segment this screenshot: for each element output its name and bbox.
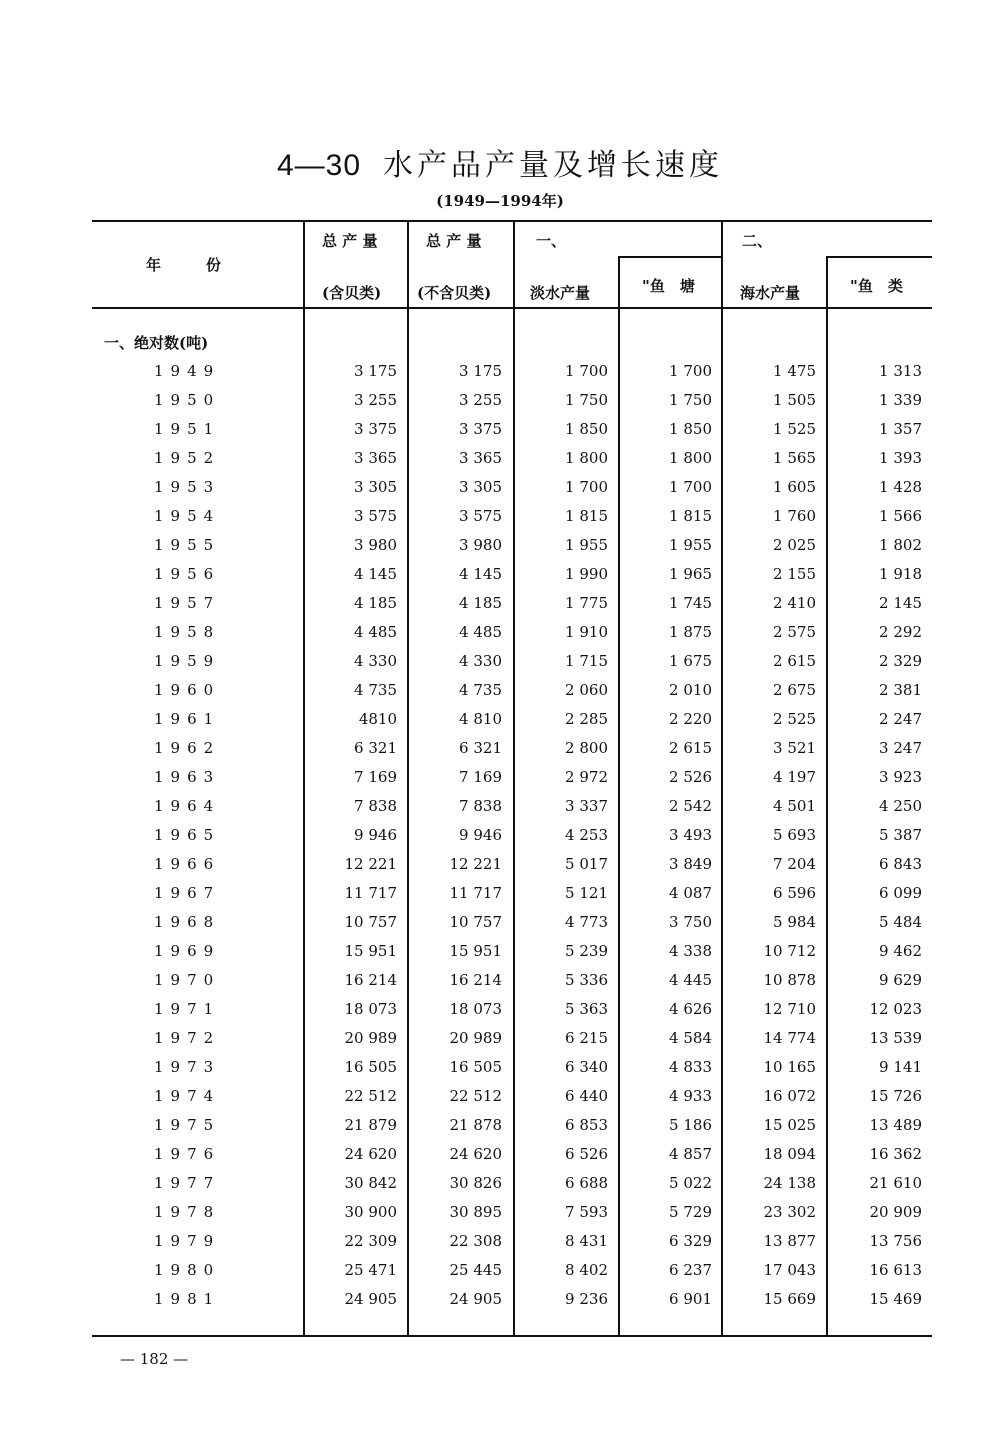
value-cell: 1 313	[879, 362, 922, 380]
value-cell: 1 875	[669, 623, 712, 641]
section-label: 一、绝对数(吨)	[104, 334, 209, 352]
table-row	[92, 938, 932, 967]
value-cell: 24 620	[449, 1145, 502, 1163]
value-cell: 25 471	[344, 1261, 397, 1279]
value-cell: 16 613	[869, 1261, 922, 1279]
value-cell: 1 339	[879, 391, 922, 409]
value-cell: 7 204	[773, 855, 816, 873]
header-year: 年 份	[146, 256, 222, 274]
value-cell: 4 185	[354, 594, 397, 612]
value-cell: 6 215	[565, 1029, 608, 1047]
year-cell: 1959	[154, 652, 221, 670]
value-cell: 5 336	[565, 971, 608, 989]
table-row	[92, 996, 932, 1025]
value-cell: 2 285	[565, 710, 608, 728]
value-cell: 9 141	[879, 1058, 922, 1076]
value-cell: 1 955	[565, 536, 608, 554]
table-row	[92, 416, 932, 445]
value-cell: 9 946	[354, 826, 397, 844]
value-cell: 4 833	[669, 1058, 712, 1076]
value-cell: 9 236	[565, 1290, 608, 1308]
value-cell: 2 025	[773, 536, 816, 554]
table-row	[92, 967, 932, 996]
year-cell: 1953	[154, 478, 221, 496]
value-cell: 1 565	[773, 449, 816, 467]
table-row	[92, 561, 932, 590]
header-marine: 海水产量	[740, 284, 801, 302]
value-cell: 1 918	[879, 565, 922, 583]
table-row	[92, 1170, 932, 1199]
value-cell: 18 073	[449, 1000, 502, 1018]
year-cell: 1966	[154, 855, 221, 873]
year-cell: 1974	[154, 1087, 221, 1105]
value-cell: 1 775	[565, 594, 608, 612]
table-row	[92, 1083, 932, 1112]
value-cell: 13 756	[869, 1232, 922, 1250]
year-cell: 1962	[154, 739, 221, 757]
value-cell: 1 850	[565, 420, 608, 438]
value-cell: 4 087	[669, 884, 712, 902]
value-cell: 12 710	[763, 1000, 816, 1018]
value-cell: 3 365	[354, 449, 397, 467]
value-cell: 1 700	[565, 362, 608, 380]
value-cell: 4810	[358, 710, 397, 728]
year-cell: 1952	[154, 449, 221, 467]
value-cell: 4 445	[669, 971, 712, 989]
value-cell: 20 909	[869, 1203, 922, 1221]
value-cell: 6 237	[669, 1261, 712, 1279]
table-row	[92, 1228, 932, 1257]
table-row	[92, 445, 932, 474]
value-cell: 5 484	[879, 913, 922, 931]
value-cell: 1 428	[879, 478, 922, 496]
value-cell: 7 593	[565, 1203, 608, 1221]
value-cell: 22 512	[344, 1087, 397, 1105]
value-cell: 16 214	[344, 971, 397, 989]
value-cell: 3 493	[669, 826, 712, 844]
value-cell: 2 220	[669, 710, 712, 728]
value-cell: 2 145	[879, 594, 922, 612]
value-cell: 1 675	[669, 652, 712, 670]
value-cell: 25 445	[449, 1261, 502, 1279]
year-cell: 1975	[154, 1116, 221, 1134]
value-cell: 7 838	[354, 797, 397, 815]
year-cell: 1951	[154, 420, 221, 438]
value-cell: 1 700	[669, 362, 712, 380]
header-total-incl-note: (含贝类)	[322, 284, 382, 302]
value-cell: 5 121	[565, 884, 608, 902]
value-cell: 15 469	[869, 1290, 922, 1308]
subheader-rule	[618, 256, 721, 258]
table-number: 4—30	[276, 149, 362, 182]
value-cell: 1 955	[669, 536, 712, 554]
value-cell: 21 879	[344, 1116, 397, 1134]
value-cell: 4 250	[879, 797, 922, 815]
value-cell: 5 984	[773, 913, 816, 931]
value-cell: 1 475	[773, 362, 816, 380]
value-cell: 7 169	[459, 768, 502, 786]
value-cell: 14 774	[763, 1029, 816, 1047]
value-cell: 3 575	[354, 507, 397, 525]
value-cell: 4 185	[459, 594, 502, 612]
value-cell: 1 965	[669, 565, 712, 583]
header-group-freshwater: 一、	[536, 232, 567, 250]
value-cell: 21 610	[869, 1174, 922, 1192]
value-cell: 2 410	[773, 594, 816, 612]
value-cell: 5 363	[565, 1000, 608, 1018]
value-cell: 10 165	[763, 1058, 816, 1076]
value-cell: 3 980	[459, 536, 502, 554]
value-cell: 15 726	[869, 1087, 922, 1105]
value-cell: 1 910	[565, 623, 608, 641]
table-row	[92, 909, 932, 938]
value-cell: 12 221	[344, 855, 397, 873]
table-row	[92, 590, 932, 619]
value-cell: 12 221	[449, 855, 502, 873]
value-cell: 2 329	[879, 652, 922, 670]
value-cell: 6 526	[565, 1145, 608, 1163]
value-cell: 8 431	[565, 1232, 608, 1250]
value-cell: 2 615	[669, 739, 712, 757]
value-cell: 4 810	[459, 710, 502, 728]
value-cell: 23 302	[763, 1203, 816, 1221]
year-cell: 1967	[154, 884, 221, 902]
year-cell: 1965	[154, 826, 221, 844]
value-cell: 5 239	[565, 942, 608, 960]
value-cell: 11 717	[344, 884, 397, 902]
value-cell: 22 309	[344, 1232, 397, 1250]
value-cell: 2 526	[669, 768, 712, 786]
value-cell: 3 255	[354, 391, 397, 409]
table-bottom-rule	[92, 1335, 932, 1337]
table-row	[92, 822, 932, 851]
value-cell: 4 197	[773, 768, 816, 786]
year-cell: 1968	[154, 913, 221, 931]
year-cell: 1979	[154, 1232, 221, 1250]
value-cell: 3 305	[354, 478, 397, 496]
value-cell: 6 321	[354, 739, 397, 757]
value-cell: 24 905	[344, 1290, 397, 1308]
value-cell: 3 849	[669, 855, 712, 873]
header-freshwater: 淡水产量	[530, 284, 591, 302]
value-cell: 12 023	[869, 1000, 922, 1018]
value-cell: 2 675	[773, 681, 816, 699]
table-row	[92, 503, 932, 532]
value-cell: 4 485	[459, 623, 502, 641]
year-cell: 1955	[154, 536, 221, 554]
value-cell: 2 155	[773, 565, 816, 583]
year-cell: 1977	[154, 1174, 221, 1192]
value-cell: 22 512	[449, 1087, 502, 1105]
value-cell: 30 895	[449, 1203, 502, 1221]
value-cell: 20 989	[344, 1029, 397, 1047]
value-cell: 16 214	[449, 971, 502, 989]
value-cell: 21 878	[449, 1116, 502, 1134]
value-cell: 1 802	[879, 536, 922, 554]
table-row	[92, 793, 932, 822]
value-cell: 10 712	[763, 942, 816, 960]
value-cell: 3 365	[459, 449, 502, 467]
value-cell: 16 072	[763, 1087, 816, 1105]
value-cell: 4 626	[669, 1000, 712, 1018]
table-row	[92, 1054, 932, 1083]
year-cell: 1963	[154, 768, 221, 786]
table-row	[92, 1199, 932, 1228]
value-cell: 18 094	[763, 1145, 816, 1163]
table-row	[92, 1141, 932, 1170]
value-cell: 2 542	[669, 797, 712, 815]
year-cell: 1973	[154, 1058, 221, 1076]
value-cell: 8 402	[565, 1261, 608, 1279]
value-cell: 2 292	[879, 623, 922, 641]
value-cell: 4 735	[459, 681, 502, 699]
value-cell: 6 440	[565, 1087, 608, 1105]
value-cell: 17 043	[763, 1261, 816, 1279]
value-cell: 1 750	[565, 391, 608, 409]
header-fish: "鱼 类	[850, 277, 903, 295]
value-cell: 24 138	[763, 1174, 816, 1192]
year-cell: 1957	[154, 594, 221, 612]
table-row	[92, 677, 932, 706]
value-cell: 3 375	[459, 420, 502, 438]
table-row	[92, 1257, 932, 1286]
year-cell: 1950	[154, 391, 221, 409]
value-cell: 15 025	[763, 1116, 816, 1134]
year-cell: 1964	[154, 797, 221, 815]
value-cell: 16 505	[344, 1058, 397, 1076]
value-cell: 2 525	[773, 710, 816, 728]
year-cell: 1978	[154, 1203, 221, 1221]
value-cell: 1 505	[773, 391, 816, 409]
value-cell: 1 800	[669, 449, 712, 467]
value-cell: 2 575	[773, 623, 816, 641]
table-row	[92, 735, 932, 764]
year-cell: 1949	[154, 362, 221, 380]
year-cell: 1980	[154, 1261, 221, 1279]
value-cell: 3 923	[879, 768, 922, 786]
value-cell: 16 362	[869, 1145, 922, 1163]
value-cell: 2 010	[669, 681, 712, 699]
value-cell: 3 175	[459, 362, 502, 380]
value-cell: 16 505	[449, 1058, 502, 1076]
value-cell: 4 501	[773, 797, 816, 815]
value-cell: 3 175	[354, 362, 397, 380]
value-cell: 6 099	[879, 884, 922, 902]
value-cell: 18 073	[344, 1000, 397, 1018]
value-cell: 6 853	[565, 1116, 608, 1134]
header-total-excl: 总 产 量	[426, 232, 482, 250]
value-cell: 1 850	[669, 420, 712, 438]
value-cell: 6 596	[773, 884, 816, 902]
value-cell: 6 321	[459, 739, 502, 757]
table-row	[92, 358, 932, 387]
table-title-text: 水产品产量及增长速度	[383, 148, 724, 183]
value-cell: 7 838	[459, 797, 502, 815]
value-cell: 2 972	[565, 768, 608, 786]
header-total-excl-note: (不含贝类)	[417, 284, 492, 302]
value-cell: 1 745	[669, 594, 712, 612]
value-cell: 2 247	[879, 710, 922, 728]
value-cell: 4 584	[669, 1029, 712, 1047]
value-cell: 6 340	[565, 1058, 608, 1076]
table-row	[92, 764, 932, 793]
year-cell: 1970	[154, 971, 221, 989]
table-row	[92, 1025, 932, 1054]
table-body	[92, 358, 932, 1315]
value-cell: 2 615	[773, 652, 816, 670]
page-title	[0, 140, 1000, 184]
value-cell: 4 773	[565, 913, 608, 931]
table-row	[92, 619, 932, 648]
value-cell: 1 815	[669, 507, 712, 525]
value-cell: 5 387	[879, 826, 922, 844]
year-cell: 1960	[154, 681, 221, 699]
header-group-marine: 二、	[742, 232, 773, 250]
value-cell: 1 566	[879, 507, 922, 525]
header-total-incl: 总 产 量	[322, 232, 378, 250]
value-cell: 4 253	[565, 826, 608, 844]
table-row	[92, 387, 932, 416]
value-cell: 1 357	[879, 420, 922, 438]
value-cell: 13 489	[869, 1116, 922, 1134]
value-cell: 3 247	[879, 739, 922, 757]
value-cell: 1 605	[773, 478, 816, 496]
value-cell: 30 826	[449, 1174, 502, 1192]
value-cell: 3 305	[459, 478, 502, 496]
value-cell: 6 843	[879, 855, 922, 873]
year-cell: 1956	[154, 565, 221, 583]
value-cell: 3 521	[773, 739, 816, 757]
value-cell: 30 900	[344, 1203, 397, 1221]
value-cell: 4 338	[669, 942, 712, 960]
value-cell: 5 017	[565, 855, 608, 873]
value-cell: 9 946	[459, 826, 502, 844]
table-row	[92, 706, 932, 735]
year-cell: 1958	[154, 623, 221, 641]
value-cell: 13 539	[869, 1029, 922, 1047]
value-cell: 15 951	[344, 942, 397, 960]
value-cell: 15 669	[763, 1290, 816, 1308]
value-cell: 30 842	[344, 1174, 397, 1192]
value-cell: 4 857	[669, 1145, 712, 1163]
value-cell: 4 145	[459, 565, 502, 583]
value-cell: 1 700	[669, 478, 712, 496]
table-row	[92, 851, 932, 880]
value-cell: 3 255	[459, 391, 502, 409]
value-cell: 1 760	[773, 507, 816, 525]
value-cell: 1 990	[565, 565, 608, 583]
value-cell: 3 337	[565, 797, 608, 815]
value-cell: 4 485	[354, 623, 397, 641]
value-cell: 15 951	[449, 942, 502, 960]
value-cell: 9 462	[879, 942, 922, 960]
value-cell: 1 525	[773, 420, 816, 438]
value-cell: 1 700	[565, 478, 608, 496]
table-row	[92, 474, 932, 503]
value-cell: 4 330	[459, 652, 502, 670]
table-top-rule	[92, 220, 932, 222]
value-cell: 6 901	[669, 1290, 712, 1308]
value-cell: 1 750	[669, 391, 712, 409]
value-cell: 1 715	[565, 652, 608, 670]
value-cell: 3 980	[354, 536, 397, 554]
value-cell: 3 375	[354, 420, 397, 438]
value-cell: 24 620	[344, 1145, 397, 1163]
value-cell: 5 729	[669, 1203, 712, 1221]
value-cell: 11 717	[449, 884, 502, 902]
header-fish-pond: "鱼 塘	[642, 277, 695, 295]
value-cell: 4 735	[354, 681, 397, 699]
value-cell: 20 989	[449, 1029, 502, 1047]
year-cell: 1981	[154, 1290, 221, 1308]
value-cell: 5 693	[773, 826, 816, 844]
year-range-subtitle: (1949—1994年)	[436, 192, 564, 210]
table-row	[92, 1112, 932, 1141]
value-cell: 10 757	[449, 913, 502, 931]
value-cell: 4 145	[354, 565, 397, 583]
value-cell: 10 757	[344, 913, 397, 931]
value-cell: 5 186	[669, 1116, 712, 1134]
value-cell: 1 393	[879, 449, 922, 467]
value-cell: 2 060	[565, 681, 608, 699]
value-cell: 13 877	[763, 1232, 816, 1250]
value-cell: 10 878	[763, 971, 816, 989]
table-row	[92, 648, 932, 677]
year-cell: 1976	[154, 1145, 221, 1163]
value-cell: 1 800	[565, 449, 608, 467]
value-cell: 1 815	[565, 507, 608, 525]
value-cell: 4 330	[354, 652, 397, 670]
value-cell: 24 905	[449, 1290, 502, 1308]
value-cell: 5 022	[669, 1174, 712, 1192]
page-number: — 182 —	[120, 1350, 189, 1368]
value-cell: 3 575	[459, 507, 502, 525]
header-bottom-rule	[92, 307, 932, 309]
table-row	[92, 1286, 932, 1315]
year-cell: 1954	[154, 507, 221, 525]
value-cell: 9 629	[879, 971, 922, 989]
value-cell: 4 933	[669, 1087, 712, 1105]
year-cell: 1961	[154, 710, 221, 728]
value-cell: 2 800	[565, 739, 608, 757]
year-cell: 1972	[154, 1029, 221, 1047]
value-cell: 6 688	[565, 1174, 608, 1192]
year-cell: 1971	[154, 1000, 221, 1018]
value-cell: 22 308	[449, 1232, 502, 1250]
table-row	[92, 880, 932, 909]
value-cell: 6 329	[669, 1232, 712, 1250]
value-cell: 3 750	[669, 913, 712, 931]
subheader-rule	[826, 256, 932, 258]
value-cell: 7 169	[354, 768, 397, 786]
year-cell: 1969	[154, 942, 221, 960]
value-cell: 2 381	[879, 681, 922, 699]
table-row	[92, 532, 932, 561]
